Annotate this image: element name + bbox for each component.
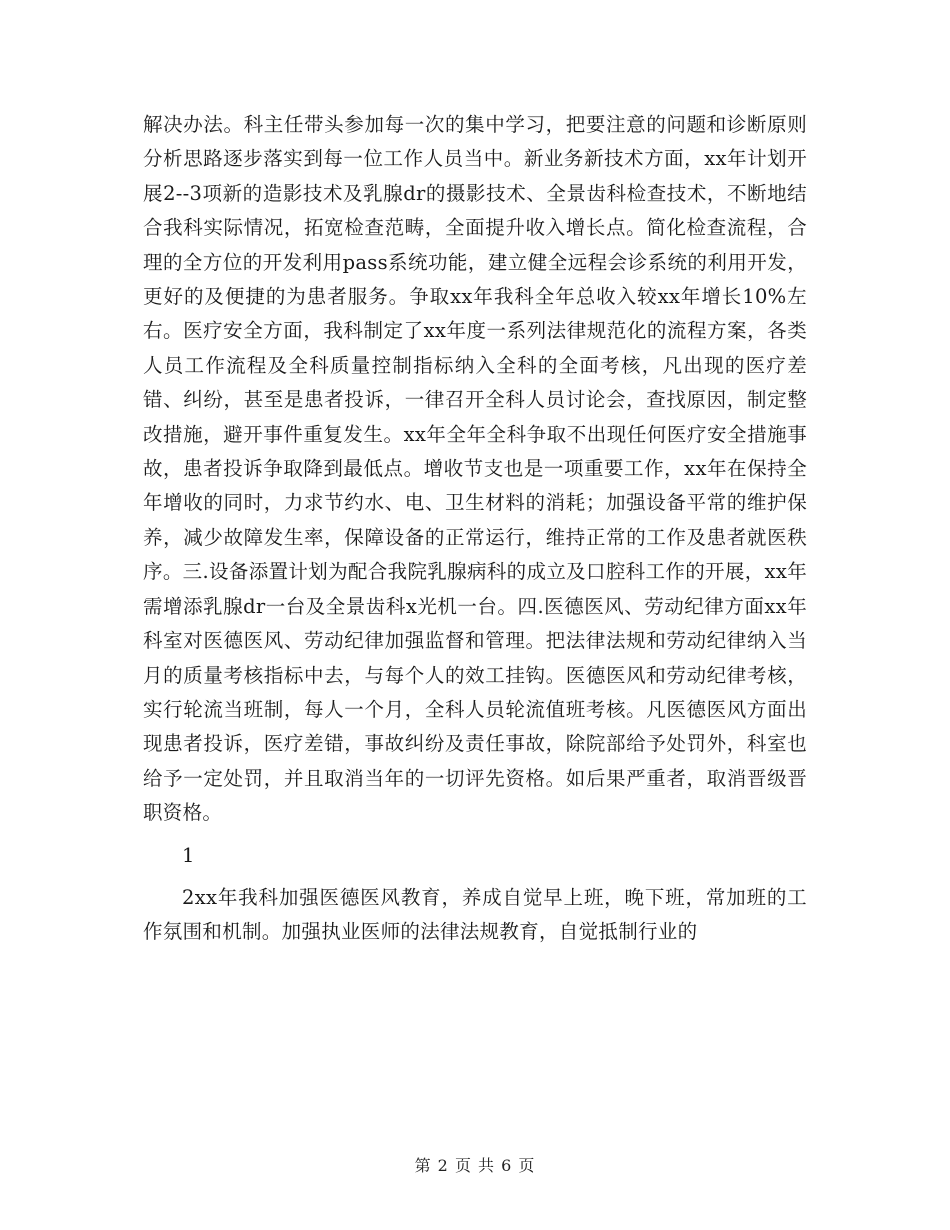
document-body: [143, 108, 807, 950]
body-paragraph-number: 1: [182, 843, 195, 867]
body-paragraph-main: 解决办法。科主任带头参加每一次的集中学习，把要注意的问题和诊断原则分析思路逐步落实到每一位工作人员当中。新业务新技术方面，xx年计划开展2--3项新的造影技术及乳腺dr的摄影技术、全景齿科检查技术，不断地结合我科实际情况，拓宽检查范畴，全面提升收入增长点。简化检查流程，合理的全方位的开发利用pass系统功能，建立健全远程会诊系统的利用开发，更好的及便捷的为患者服务。争取xx年我科全年总收入较xx年增长10%左右。医疗安全方面，我科制定了xx年度一系列法律规范化的流程方案，各类人员工作流程及全科质量控制指标纳入全科的全面考核，凡出现的医疗差错、纠纷，甚至是患者投诉，一律召开全科人员讨论会，查找原因，制定整改措施，避开事件重复发生。xx年全年全科争取不出现任何医疗安全措施事故，患者投诉争取降到最低点。增收节支也是一项重要工作，xx年在保持全年增收的同时，力求节约水、电、卫生材料的消耗；加强设备平常的维护保养，减少故障发生率，保障设备的正常运行，维持正常的工作及患者就医秩序。三.设备添置计划为配合我院乳腺病科的成立及口腔科工作的开展，xx年需增添乳腺dr一台及全景齿科x光机一台。四.医德医风、劳动纪律方面xx年科室对医德医风、劳动纪律加强监督和管理。把法律法规和劳动纪律纳入当月的质量考核指标中去，与每个人的效工挂钩。医德医风和劳动纪律考核，实行轮流当班制，每人一个月，全科人员轮流值班考核。凡医德医风方面出现患者投诉，医疗差错，事故纠纷及责任事故，除院部给予处罚外，科室也给予一定处罚，并且取消当年的一切评先资格。如后果严重者，取消晋级晋职资格。: [143, 113, 807, 825]
body-paragraph-continued: 2xx年我科加强医德医风教育，养成自觉早上班，晚下班，常加班的工作氛围和机制。加强执业医师的法律法规教育，自觉抵制行业的: [143, 885, 807, 944]
page-number-footer: 第 2 页 共 6 页: [414, 1156, 536, 1175]
